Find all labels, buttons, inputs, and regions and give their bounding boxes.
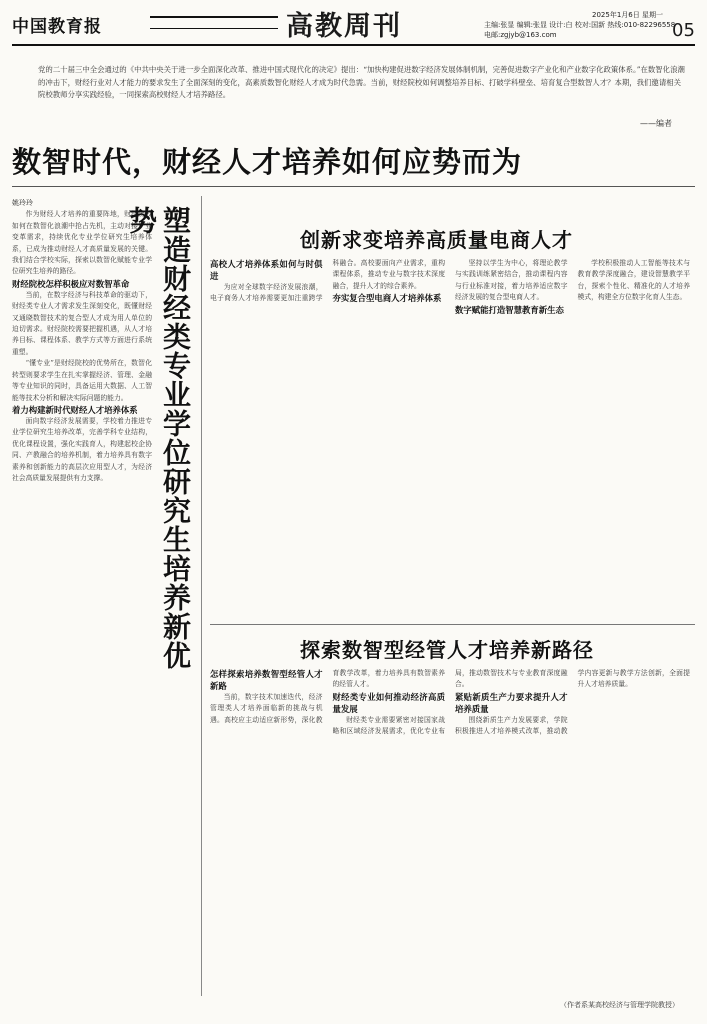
article3-subheading: 紧贴新质生产力要求提升人才培养质量 — [455, 691, 568, 714]
article2-paragraph: 学校积极推动人工智能等技术与教育教学深度融合，建设智慧教学平台，探索个性化、精准化的人才培养模式，构建全方位数字化育人生态。 — [577, 259, 690, 302]
editor-email: 电邮:zgjyb@163.com — [484, 31, 557, 39]
article2-body — [210, 258, 690, 616]
article2-subheading: 高校人才培养体系如何与时俱进 — [210, 259, 323, 281]
main-headline: 数智时代，财经人才培养如何应势而为 — [12, 145, 523, 179]
article2-subheading: 数字赋能打造智慧教育新生态 — [455, 304, 564, 315]
article1-column — [12, 198, 152, 1010]
header-band — [150, 16, 278, 29]
article3-title: 探索数智型经管人才培养新路径 — [300, 638, 594, 662]
article-divider — [210, 624, 695, 625]
article1-paragraph: 当前，在数字经济与科技革命的驱动下，财经类专业人才需求发生深刻变化，既懂财经又通晓数智技术的复合型人才成为用人单位的迫切需求。财经院校需要把握机遇，从人才培养目标、课程体系、教学方式等方面进行系统重塑。 — [12, 290, 152, 356]
column-divider — [201, 196, 202, 996]
editor-meta: 主编:张显 编辑:张显 设计:白 校对:国新 热线:010-82296558 — [484, 21, 676, 29]
article2-paragraph: 为应对全球数字经济发展浪潮，电子商务人才培养需要更加注重跨学科融合。高校要面向产业需求，重构课程体系，推动专业与数字技术深度融合，提升人才的综合素养。 — [210, 259, 445, 303]
header-rule — [12, 44, 695, 46]
article1-title: 塑造财经类专业学位研究生培养新优势 — [125, 206, 192, 670]
editor-intro: 党的二十届三中全会通过的《中共中央关于进一步全面深化改革、推进中国式现代化的决定》提出：“加快构建促进数字经济发展体制机制，完善促进数字产业化和产业数字化政策体系。”在数智化浪潮的冲击下，财经行业对人才能力的要求发生了全面深刻的变化，高素质数智化财经人才成为时代急需。当前，财经院校如何调整培养目标、打破学科壁垒、培育复合型数智人才？本期，我们邀请相关院校教师分享实践经验，一同探索高校财经人才培养路径。 — [38, 65, 685, 99]
headline-rule — [12, 186, 695, 187]
article3-paragraph: 财经类专业需要紧密对接国家战略和区域经济发展需求，优化专业布局，推动数智技术与专业教育深度融合。 — [332, 669, 568, 736]
article3-paragraph: 围绕新质生产力发展要求，学院积极推进人才培养模式改革，推动教学内容更新与教学方法创新，全面提升人才培养质量。 — [455, 669, 690, 736]
article1-paragraph: “懂专业”是财经院校的优势所在，数智化转型则要求学生在扎实掌握经济、管理、金融等专业知识的同时，具备运用大数据、人工智能等技术分析和解决实际问题的能力。 — [12, 359, 152, 402]
article2-subheading: 夯实复合型电商人才培养体系 — [332, 293, 442, 304]
article1-subheading: 财经院校怎样积极应对数智革命 — [12, 278, 130, 289]
article3-subheading: 财经类专业如何推动经济高质量发展 — [332, 691, 445, 714]
editor-signature: ——编者 — [640, 119, 672, 128]
article1-author: 姚玲玲 — [12, 199, 33, 207]
page-number: 05 — [672, 20, 695, 41]
section-title: 高教周刊 — [286, 11, 402, 42]
newspaper-logo: 中国教育报 — [12, 17, 102, 37]
article1-paragraph: 作为财经人才培养的重要阵地，财经院校如何在数智化浪潮中抢占先机，主动对接产业变革需求，持续优化专业学位研究生培养体系，已成为推动财经人才高质量发展的关键。我们结合学校实际，探索以数智化赋能专业学位研究生培养的路径。 — [12, 210, 152, 276]
article3-subheading: 怎样探索培养数智型经管人才新路 — [210, 669, 323, 691]
article1-paragraph: 面向数字经济发展需要，学校着力推进专业学位研究生培养改革，完善学科专业结构，优化课程设置，强化实践育人，构建起校企协同、产教融合的培养机制，着力培养具有数字素养和创新能力的高层次应用型人才，为经济社会高质量发展提供有力支撑。 — [12, 416, 152, 482]
article2-title: 创新求变培养高质量电商人才 — [300, 228, 573, 252]
article2-paragraph: 坚持以学生为中心，将理论教学与实践训练紧密结合，推动课程内容与行业标准对接，着力培养适应数字经济发展的复合型电商人才。 — [455, 259, 568, 302]
article1-subheading: 着力构建新时代财经人才培养体系 — [12, 404, 138, 415]
article3-author-note: （作者系某高校经济与管理学院教授） — [560, 1001, 679, 1009]
article3-paragraph: 当前，数字技术加速迭代，经济管理类人才培养面临新的挑战与机遇。高校应主动适应新形势，深化教育教学改革，着力培养具有数智素养的经管人才。 — [210, 669, 445, 724]
issue-date: 2025年1月6日 星期一 — [592, 11, 663, 19]
article3-body — [210, 668, 690, 988]
